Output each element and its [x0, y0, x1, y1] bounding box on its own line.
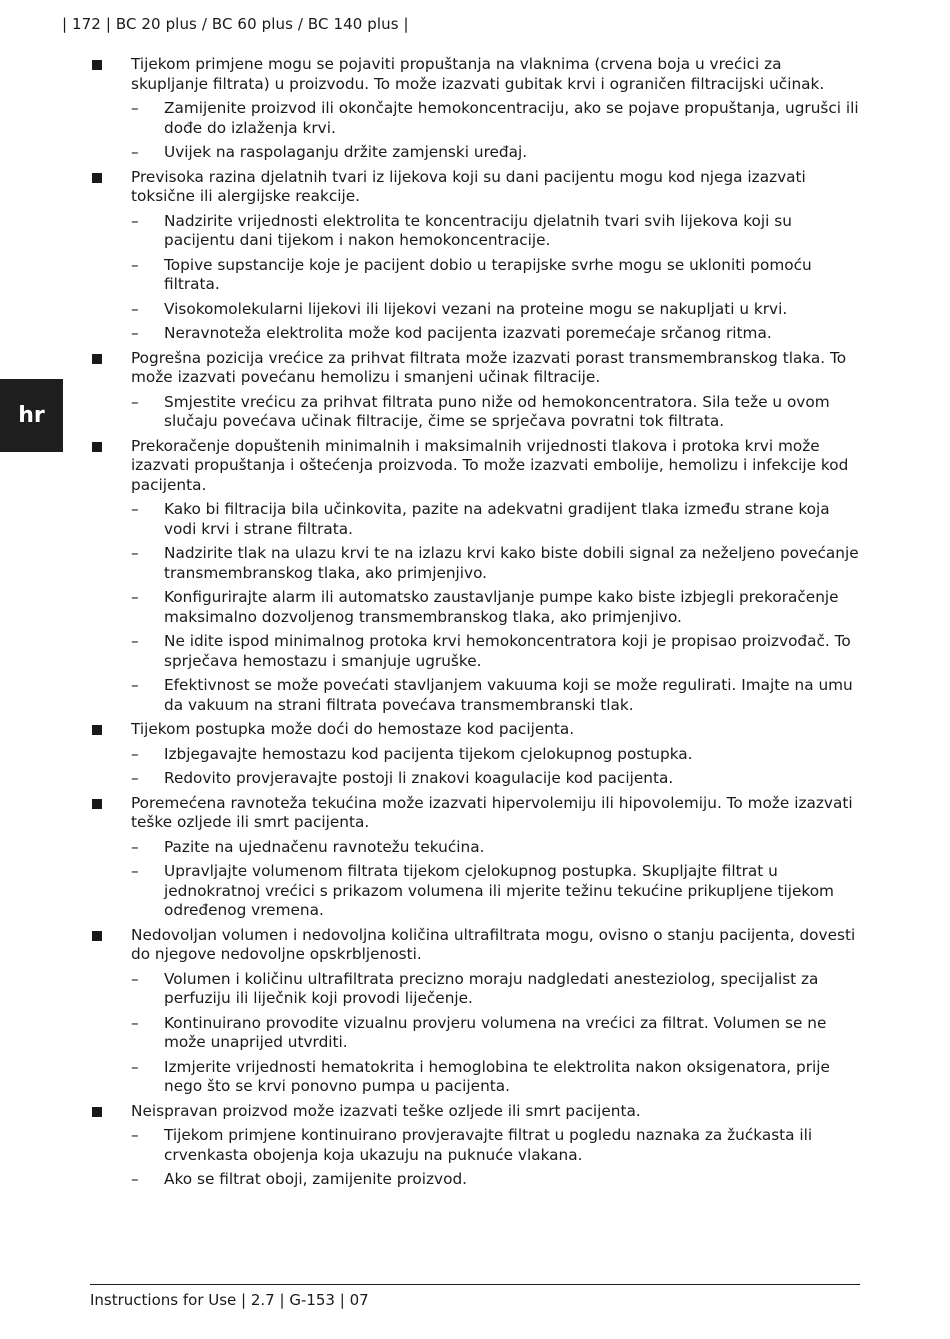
dash-bullet-icon: –	[131, 769, 139, 787]
sub-list-item	[131, 324, 860, 344]
dash-bullet-icon: –	[131, 324, 139, 342]
sub-list	[131, 393, 860, 432]
sub-list-item	[131, 588, 860, 627]
sub-list-item	[131, 632, 860, 671]
sub-list-item-text: Zamijenite proizvod ili okončajte hemokoncentraciju, ako se pojave propuštanja, ugrušci ili dođe do izlaženja krvi.	[164, 99, 859, 137]
sub-list-item-text: Nadzirite vrijednosti elektrolita te koncentraciju djelatnih tvari svih lijekova koji su pacijentu dani tijekom i nakon hemokoncentracije.	[164, 211, 792, 249]
sub-list-item-text: Efektivnost se može povećati stavljanjem vakuuma koji se može regulirati. Imajte na umu da vakuum na strani filtrata povećava transmembranski tlak.	[164, 676, 853, 714]
square-bullet-icon	[92, 173, 102, 183]
sub-list	[131, 1126, 860, 1190]
list-item-text: Tijekom postupka može doći do hemostaze kod pacijenta.	[131, 720, 575, 738]
square-bullet-icon	[92, 442, 102, 452]
dash-bullet-icon: –	[131, 500, 139, 518]
dash-bullet-icon: –	[131, 143, 139, 161]
list-item	[90, 349, 860, 432]
sub-list-item	[131, 500, 860, 539]
sub-list-item-text: Izmjerite vrijednosti hematokrita i hemoglobina te elektrolita nakon oksigenatora, prije nego što se krvi ponovno pumpa u pacijenta.	[164, 1057, 830, 1095]
dash-bullet-icon: –	[131, 1013, 139, 1032]
dash-bullet-icon: –	[131, 1057, 139, 1076]
sub-list-item-text: Tijekom primjene kontinuirano provjeravajte filtrat u pogledu naznaka za žućkasta ili crvenkasta obojenja koja ukazuju na puknuće vlakana.	[164, 1126, 813, 1164]
sub-list-item	[131, 393, 860, 432]
list-item-text: Prekoračenje dopuštenih minimalnih i maksimalnih vrijednosti tlakova i protoka krvi može izazvati propuštanja i oštećenja proizvoda. To može izazvati embolije, hemolizu i infekcije kod pacijenta.	[131, 436, 849, 494]
list-item	[90, 437, 860, 716]
dash-bullet-icon: –	[131, 299, 139, 318]
dash-bullet-icon: –	[131, 837, 139, 856]
sub-list	[131, 838, 860, 921]
sub-list-item	[131, 769, 860, 789]
sub-list-item	[131, 99, 860, 138]
sub-list-item-text: Nadzirite tlak na ulazu krvi te na izlazu krvi kako biste dobili signal za neželjeno povećanje transmembranskog tlaka, ako primjenjivo.	[164, 544, 859, 582]
sub-list-item-text: Kako bi filtracija bila učinkovita, pazite na adekvatni gradijent tlaka između strane koja vodi krvi i strane filtrata.	[164, 500, 830, 538]
sub-list-item	[131, 143, 860, 163]
square-bullet-icon	[92, 1107, 102, 1117]
list-item-text: Poremećena ravnoteža tekućina može izazvati hipervolemiju ili hipovolemiju. To može izazvati teške ozljede ili smrt pacijenta.	[131, 793, 853, 831]
sub-list-item	[131, 1014, 860, 1053]
sub-list-item-text: Uvijek na raspolaganju držite zamjenski uređaj.	[164, 143, 528, 161]
dash-bullet-icon: –	[131, 1126, 139, 1144]
sub-list-item	[131, 1126, 860, 1165]
list-item	[90, 55, 860, 163]
sub-list	[131, 99, 860, 163]
sub-list-item	[131, 1170, 860, 1190]
sub-list-item	[131, 1058, 860, 1097]
dash-bullet-icon: –	[131, 588, 139, 606]
dash-bullet-icon: –	[131, 744, 139, 763]
dash-bullet-icon: –	[131, 99, 139, 117]
list-item	[90, 1102, 860, 1190]
list-item	[90, 720, 860, 789]
list-item	[90, 794, 860, 921]
list-item	[90, 168, 860, 344]
dash-bullet-icon: –	[131, 544, 139, 562]
list-item-text: Neispravan proizvod može izazvati teške ozljede ili smrt pacijenta.	[131, 1101, 641, 1120]
list-item	[90, 926, 860, 1097]
sub-list-item-text: Pazite na ujednačenu ravnotežu tekućina.	[164, 837, 485, 856]
sub-list-item-text: Konfigurirajte alarm ili automatsko zaustavljanje pumpe kako biste izbjegli prekoračenje maksimalno dozvoljenog transmembranskog tlaka, ako primjenjivo.	[164, 588, 839, 626]
list-item-text: Nedovoljan volumen i nedovoljna količina ultrafiltrata mogu, ovisno o stanju pacijenta, dovesti do njegove nedovoljne opskrbljenosti.	[131, 925, 856, 963]
sub-list-item	[131, 544, 860, 583]
sub-list-item	[131, 256, 860, 295]
square-bullet-icon	[92, 725, 102, 735]
sub-list	[131, 500, 860, 715]
dash-bullet-icon: –	[131, 211, 139, 230]
language-tab-label: hr	[18, 403, 45, 428]
sub-list-item-text: Kontinuirano provodite vizualnu provjeru volumena na vrećici za filtrat. Volumen se ne može unaprijed utvrditi.	[164, 1013, 827, 1051]
sub-list-item	[131, 970, 860, 1009]
sub-list	[131, 745, 860, 789]
sub-list-item-text: Visokomolekularni lijekovi ili lijekovi vezani na proteine mogu se nakupljati u krvi.	[164, 299, 788, 318]
sub-list	[131, 212, 860, 344]
square-bullet-icon	[92, 354, 102, 364]
list-item-text: Previsoka razina djelatnih tvari iz lijekova koji su dani pacijentu mogu kod njega izazvati toksične ili alergijske reakcije.	[131, 167, 806, 205]
sub-list-item	[131, 838, 860, 858]
sub-list-item-text: Ako se filtrat oboji, zamijenite proizvod.	[164, 1170, 468, 1188]
dash-bullet-icon: –	[131, 969, 139, 988]
page-footer: Instructions for Use | 2.7 | G-153 | 07	[90, 1291, 369, 1309]
dash-bullet-icon: –	[131, 392, 139, 411]
sub-list-item	[131, 212, 860, 251]
sub-list-item-text: Izbjegavajte hemostazu kod pacijenta tijekom cjelokupnog postupka.	[164, 744, 693, 763]
sub-list-item-text: Ne idite ispod minimalnog protoka krvi hemokoncentratora koji je propisao proizvođač. To sprječava hemostazu i smanjuje ugruške.	[164, 632, 851, 670]
dash-bullet-icon: –	[131, 862, 139, 880]
dash-bullet-icon: –	[131, 632, 139, 650]
sub-list-item-text: Smjestite vrećicu za prihvat filtrata puno niže od hemokoncentratora. Sila teže u ovom slučaju povećava učinak filtracije, čime se sprječava povratni tok filtrata.	[164, 392, 830, 430]
dash-bullet-icon: –	[131, 1170, 139, 1188]
language-tab	[0, 379, 63, 452]
sub-list	[131, 970, 860, 1097]
warning-list	[90, 55, 860, 1195]
square-bullet-icon	[92, 799, 102, 809]
sub-list-item-text: Topive supstancije koje je pacijent dobio u terapijske svrhe mogu se ukloniti pomoću filtrata.	[164, 255, 812, 293]
sub-list-item-text: Volumen i količinu ultrafiltrata precizno moraju nadgledati anesteziolog, specijalist za perfuziju ili liječnik koji provodi liječenje.	[164, 969, 819, 1007]
sub-list-item	[131, 862, 860, 921]
sub-list-item	[131, 745, 860, 765]
dash-bullet-icon: –	[131, 676, 139, 694]
list-item-text: Tijekom primjene mogu se pojaviti propuštanja na vlaknima (crvena boja u vrećici za skupljanje filtrata) u proizvodu. To može izazvati gubitak krvi i ograničen filtracijski učinak.	[131, 55, 825, 93]
square-bullet-icon	[92, 931, 102, 941]
sub-list-item-text: Neravnoteža elektrolita može kod pacijenta izazvati poremećaje srčanog ritma.	[164, 324, 772, 342]
list-item-text: Pogrešna pozicija vrećice za prihvat filtrata može izazvati porast transmembranskog tlaka. To može izazvati povećanu hemolizu i smanjeni učinak filtracije.	[131, 348, 847, 386]
dash-bullet-icon: –	[131, 255, 139, 274]
footer-divider	[90, 1284, 860, 1285]
sub-list-item	[131, 676, 860, 715]
sub-list-item-text: Upravljajte volumenom filtrata tijekom cjelokupnog postupka. Skupljajte filtrat u jednokratnoj vrećici s prikazom volumena ili mjerite težinu tekućine prikupljene tijekom određenog vremena.	[164, 862, 834, 919]
page-header: | 172 | BC 20 plus / BC 60 plus / BC 140 plus |	[62, 15, 409, 33]
sub-list-item	[131, 300, 860, 320]
sub-list-item-text: Redovito provjeravajte postoji li znakovi koagulacije kod pacijenta.	[164, 769, 674, 787]
square-bullet-icon	[92, 60, 102, 70]
